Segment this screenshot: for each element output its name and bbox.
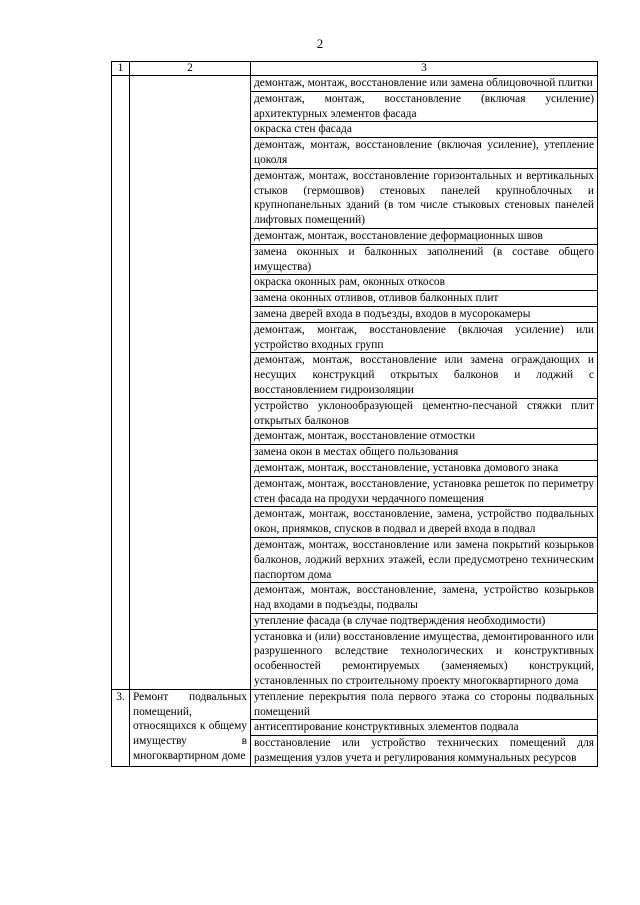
work-item: демонтаж, монтаж, восстановление или замена покрытий козырьков балконов, лоджий верхних этажей, если предусмотрено техническим паспортом дома	[251, 537, 598, 582]
work-item: демонтаж, монтаж, восстановление или замена ограждающих и несущих конструкций открытых балконов и лоджий с восстановлением гидроизоляции	[251, 353, 598, 398]
work-item: утепление перекрытия пола первого этажа со стороны подвальных помещений	[251, 689, 598, 720]
work-item: замена оконных и балконных заполнений (в составе общего имущества)	[251, 244, 598, 275]
work-item: демонтаж, монтаж, восстановление (включая усиление) или устройство входных групп	[251, 322, 598, 353]
work-item: демонтаж, монтаж, восстановление, замена, устройство козырьков над входами в подъезды, подвалы	[251, 583, 598, 614]
work-item: демонтаж, монтаж, восстановление, установка домового знака	[251, 460, 598, 476]
header-col-3: 3	[251, 62, 598, 76]
work-item: демонтаж, монтаж, восстановление (включая усиление) архитектурных элементов фасада	[251, 91, 598, 122]
work-item: демонтаж, монтаж, восстановление горизонтальных и вертикальных стыков (гермошвов) стеновых панелей крупноблочных и крупнопанельных зданий (в том числе стыковых стеновых панелей лифтовых помещений)	[251, 168, 598, 228]
work-item: демонтаж, монтаж, восстановление, замена, устройство подвальных окон, приямков, спусков в подвал и дверей входа в подвал	[251, 507, 598, 538]
work-item: замена оконных отливов, отливов балконных плит	[251, 291, 598, 307]
work-item: антисептирование конструктивных элементов подвала	[251, 720, 598, 736]
work-item: окраска оконных рам, оконных откосов	[251, 275, 598, 291]
work-item: демонтаж, монтаж, восстановление, установка решеток по периметру стен фасада на продухи чердачного помещения	[251, 476, 598, 507]
section-number: 3.	[112, 689, 130, 766]
table-row	[112, 689, 598, 720]
number-cell-empty	[112, 76, 130, 690]
work-item: демонтаж, монтаж, восстановление деформационных швов	[251, 228, 598, 244]
work-item: замена окон в местах общего пользования	[251, 445, 598, 461]
page-number: 2	[316, 36, 324, 51]
header-col-2: 2	[130, 62, 251, 76]
header-col-1: 1	[112, 62, 130, 76]
work-item: восстановление или устройство технических помещений для размещения узлов учета и регулирования коммунальных ресурсов	[251, 736, 598, 767]
work-item: утепление фасада (в случае подтверждения необходимости)	[251, 613, 598, 629]
work-item: окраска стен фасада	[251, 122, 598, 138]
works-table	[111, 61, 598, 767]
work-item: замена дверей входа в подъезды, входов в мусорокамеры	[251, 306, 598, 322]
section-cell-empty	[130, 76, 251, 690]
section-title: Ремонт подвальных помещений, относящихся к общему имуществу в многоквартирном доме	[130, 689, 251, 766]
work-item: демонтаж, монтаж, восстановление (включая усиление), утепление цоколя	[251, 138, 598, 169]
table-header-row	[112, 62, 598, 76]
work-item: демонтаж, монтаж, восстановление или замена облицовочной плитки	[251, 76, 598, 92]
work-item: демонтаж, монтаж, восстановление отмостки	[251, 429, 598, 445]
work-item: устройство уклонообразующей цементно-песчаной стяжки плит открытых балконов	[251, 398, 598, 429]
work-item: установка и (или) восстановление имущества, демонтированного или разрушенного вследствие технологических и конструктивных особенностей ремонтируемых (заменяемых) конструкций, установленных по строительному проекту многоквартирного дома	[251, 629, 598, 689]
table-row	[112, 76, 598, 92]
